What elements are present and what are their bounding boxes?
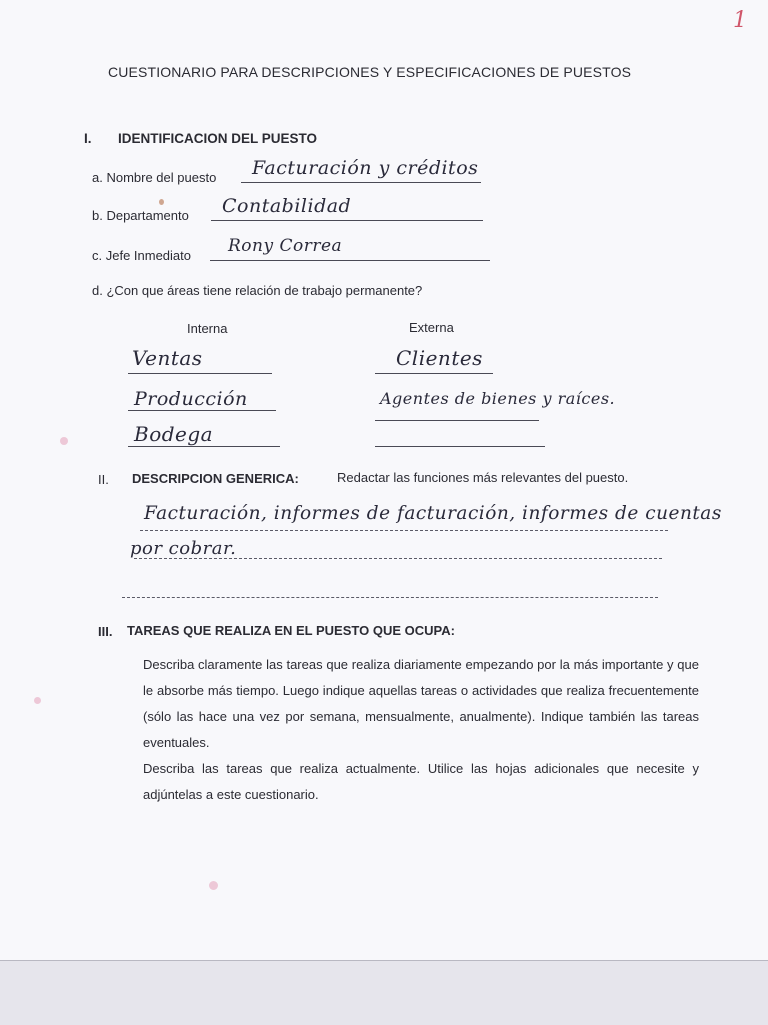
section-2-heading: DESCRIPCION GENERICA: <box>132 471 299 486</box>
areas-question: d. ¿Con que áreas tiene relación de trabajo permanente? <box>92 283 423 298</box>
section-1-heading: IDENTIFICACION DEL PUESTO <box>118 131 318 146</box>
answer-line <box>122 597 658 598</box>
externa-area[interactable]: Clientes <box>396 346 483 370</box>
interna-label: Interna <box>187 321 228 336</box>
page-number: 1 <box>733 8 747 33</box>
section-3-heading: TAREAS QUE REALIZA EN EL PUESTO QUE OCUPA: <box>127 623 455 638</box>
scan-smudge <box>209 881 218 890</box>
instructions-paragraph-1: Describa claramente las tareas que realiza diariamente empezando por la más importante y que le absorbe más tiempo. Luego indique aquellas tareas o actividades que realiza frecuentemente (sólo las hace una vez por semana, mensualmente, anualmente). Indique también las tareas eventuales. <box>143 657 699 750</box>
externa-area[interactable]: Agentes de bienes y raíces. <box>380 389 616 408</box>
section-3-number: III. <box>98 624 113 639</box>
externa-line <box>375 420 539 421</box>
section-3-instructions <box>143 652 699 808</box>
field-label-jefe: c. Jefe Inmediato <box>92 248 191 263</box>
answer-line <box>140 530 668 531</box>
interna-line <box>128 446 280 447</box>
section-1-number: I. <box>84 131 92 146</box>
field-label-departamento: b. Departamento <box>92 208 189 223</box>
instructions-paragraph-2: Describa las tareas que realiza actualmente. Utilice las hojas adicionales que necesite y adjúntelas a este cuestionario. <box>143 761 699 802</box>
section-2-answer-line-1[interactable]: Facturación, informes de facturación, informes de cuentas <box>144 503 722 524</box>
interna-line <box>128 373 272 374</box>
field-value-jefe[interactable]: Rony Correa <box>228 236 343 256</box>
interna-area[interactable]: Ventas <box>132 346 203 370</box>
externa-line <box>375 446 545 447</box>
field-line-nombre <box>241 182 481 183</box>
scan-background <box>0 960 768 1025</box>
interna-line <box>128 410 276 411</box>
field-value-nombre[interactable]: Facturación y créditos <box>252 157 479 179</box>
field-value-departamento[interactable]: Contabilidad <box>222 195 352 217</box>
externa-line <box>375 373 493 374</box>
externa-label: Externa <box>409 320 454 335</box>
interna-area[interactable]: Bodega <box>134 422 214 446</box>
section-2-instruction: Redactar las funciones más relevantes del puesto. <box>337 470 629 485</box>
field-line-jefe <box>210 260 490 261</box>
scan-smudge <box>159 199 164 205</box>
answer-line <box>134 558 662 559</box>
scan-smudge <box>60 437 68 445</box>
section-2-number: II. <box>98 472 109 487</box>
interna-area[interactable]: Producción <box>134 388 248 410</box>
document-title: CUESTIONARIO PARA DESCRIPCIONES Y ESPECIFICACIONES DE PUESTOS <box>108 64 632 80</box>
field-line-departamento <box>211 220 483 221</box>
field-label-nombre: a. Nombre del puesto <box>92 170 217 185</box>
scan-smudge <box>34 697 41 704</box>
section-2-answer-line-2[interactable]: por cobrar. <box>130 538 237 559</box>
